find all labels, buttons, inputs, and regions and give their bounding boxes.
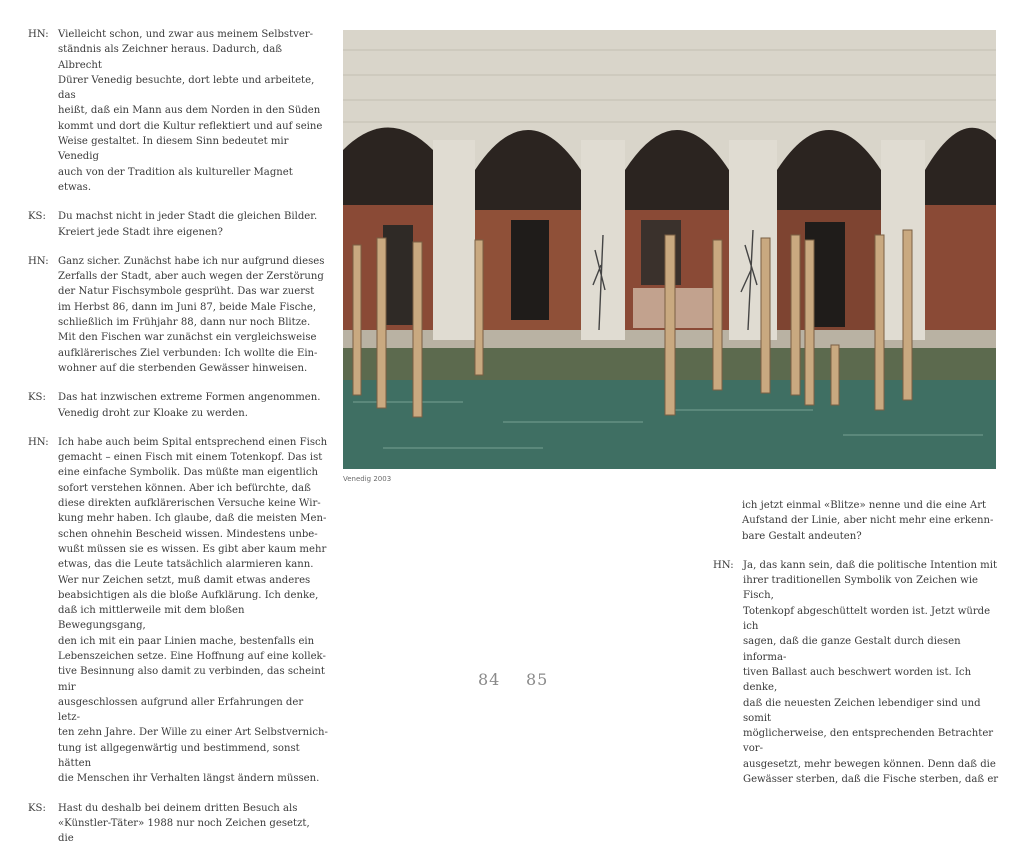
paragraph-text: Das hat inzwischen extreme Formen angenommen. Venedig droht zur Kloake zu werden. bbox=[58, 392, 321, 419]
page-number-right: 85 bbox=[526, 670, 549, 689]
dialogue-paragraph bbox=[28, 209, 328, 240]
speaker-label: KS: bbox=[28, 211, 46, 223]
venice-photo bbox=[343, 30, 996, 469]
speaker-label: KS: bbox=[28, 802, 46, 814]
paragraph-text: Ich habe auch beim Spital entsprechend einen Fisch gemacht – einen Fisch mit einem Totenkopf. Das ist eine einfache Symbolik. Das müßte man eigentlich sofort verstehen können. Aber ich befürchte, daß diese direkten aufklärerischen Versuche keine Wir- kung mehr haben. Ich glaube, daß die meisten Men- schen ohnehin Bescheid wissen. Mindestens unbe- wußt müssen sie es wissen. Es gibt aber kaum mehr etwas, das die Leute tatsächlich alarmieren kann. Wer nur Zeichen setzt, muß damit etwas anderes beabsichtigen als die bloße Aufklärung. Ich denke, daß ich mittlerweile mit dem bloßen Bewegungsgang, den ich mit ein paar Linien mache, bestenfalls ein Lebenszeichen setze. Eine Hoffnung auf eine kollek- tive Besinnung also damit zu verbinden, das scheint mir ausgeschlossen aufgrund aller Erfahrungen der letz- ten zehn Jahre. Der Wille zu einer Art Selbstvernich- tung ist allgegenwärtig und bestimmend, sonst hätten die Menschen ihr Verhalten längst ändern müssen. bbox=[58, 436, 328, 785]
page-number-left: 84 bbox=[478, 670, 501, 689]
paragraph-text: Ganz sicher. Zunächst habe ich nur aufgrund dieses Zerfalls der Stadt, aber auch wegen der Zerstörung der Natur Fischsymbole gesprüht. Das war zuerst im Herbst 86, dann im Juni 87, beide Male Fische, schließlich im Frühjahr 88, dann nur noch Blitze. Mit den Fischen war zunächst ein vergleichsweise aufklärerisches Ziel verbunden: Ich wollte die Ein- wohner auf die sterbenden Gewässer hinweisen. bbox=[58, 255, 325, 374]
dialogue-paragraph bbox=[28, 435, 328, 787]
dialogue-paragraph bbox=[28, 27, 328, 195]
speaker-label: KS: bbox=[28, 392, 46, 404]
continued-question bbox=[742, 498, 1003, 544]
left-page-text bbox=[28, 27, 328, 861]
paragraph-text: Hast du deshalb bei deinem dritten Besuch als «Künstler-Täter» 1988 nur noch Zeichen gesetzt, die bbox=[58, 802, 310, 845]
dialogue-paragraph bbox=[28, 801, 328, 847]
photo-caption: Venedig 2003 bbox=[343, 475, 392, 483]
speaker-label: HN: bbox=[28, 436, 49, 448]
speaker-label: HN: bbox=[28, 255, 49, 267]
paragraph-text: Ja, das kann sein, daß die politische Intention mit ihrer traditionellen Symbolik von Zeichen wie Fisch, Totenkopf abgeschüttelt worden ist. Jetzt würde ich sagen, daß die ganze Gestalt durch diesen informa- tiven Ballast auch beschwert worden ist. Ich denke, daß die neuesten Zeichen lebendiger sind und somit möglicherweise, den entsprechenden Betrachter vor- ausgesetzt, mehr bewegen können. Denn daß die Gewässer sterben, daß die Fische sterben, daß er bbox=[743, 559, 999, 786]
paragraph-text: Du machst nicht in jeder Stadt die gleichen Bilder. Kreiert jede Stadt ihre eigenen? bbox=[58, 211, 318, 238]
paragraph-text: Vielleicht schon, und zwar aus meinem Selbstver- ständnis als Zeichner heraus. Dadurch, daß Albrecht Dürer Venedig besuchte, dort lebte und arbeitete, das heißt, daß ein Mann aus dem Norden in den Süden kommt und dort die Kultur reflektiert und auf seine Weise gestaltet. In diesem Sinn bedeutet mir Venedig auch von der Tradition als kultureller Magnet etwas. bbox=[58, 29, 323, 193]
dialogue-paragraph bbox=[28, 254, 328, 376]
dialogue-paragraph bbox=[713, 558, 1003, 787]
speaker-label: HN: bbox=[713, 559, 734, 571]
speaker-label: HN: bbox=[28, 29, 49, 40]
paragraph-text: ich jetzt einmal «Blitze» nenne und die eine Art Aufstand der Linie, aber nicht mehr eine erkenn- bare Gestalt andeuten? bbox=[742, 500, 994, 542]
right-page-text bbox=[713, 498, 1003, 801]
dialogue-paragraph bbox=[28, 390, 328, 421]
